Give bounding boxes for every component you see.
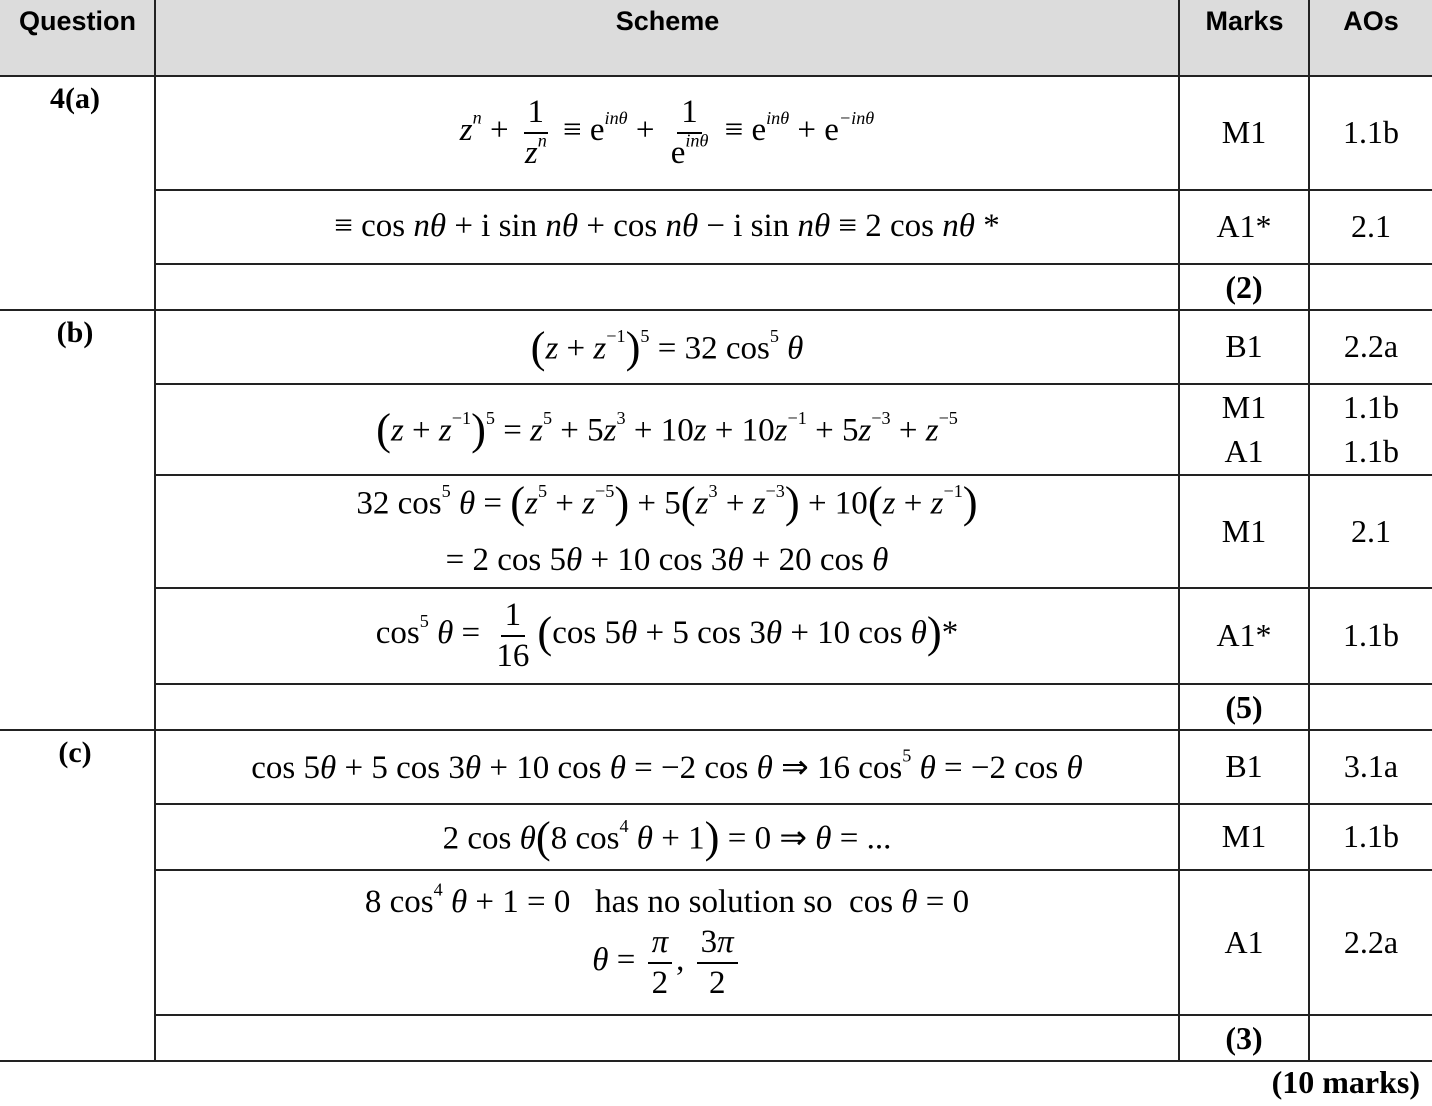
ao-a2: 2.1: [1351, 208, 1391, 244]
question-label-b: (b): [56, 316, 94, 349]
subtotal-a: (2): [1225, 268, 1263, 305]
header-scheme: Scheme: [156, 0, 1179, 76]
equation-c3: 8 $\cos^4 \theta + 1 = 0$ has no solution so cos θ = 0 θ = $\frac{\pi}{2}$ , $\frac{3\pi}{2}$: [364, 879, 970, 1001]
ao-b4: 1.1b: [1343, 617, 1399, 653]
marks-c3: A1: [1224, 923, 1264, 960]
marks-b2-first: M1: [1221, 389, 1267, 425]
marks-c1: B1: [1225, 748, 1263, 784]
header-aos: AOs: [1310, 0, 1432, 76]
marks-b3: M1: [1221, 512, 1267, 549]
ao-a1: 1.1b: [1343, 114, 1399, 150]
ao-b2-first: 1.1b: [1343, 389, 1399, 425]
marks-b4: A1*: [1216, 617, 1272, 653]
header-marks: Marks: [1180, 0, 1309, 76]
equation-b2: $(z + z^{-1})^5 = z^5 + 5z^3 + 10z + 10z^{-1} + 5z^{-3} + z^{-5}$: [376, 404, 958, 454]
question-label-4a: 4(a): [50, 82, 100, 115]
marks-b2: [1180, 384, 1308, 474]
ao-b2-second: 1.1b: [1343, 433, 1399, 469]
marks-c2: M1: [1221, 818, 1267, 854]
subtotal-c: (3): [1225, 1019, 1263, 1056]
total-marks: (10 marks): [1271, 1064, 1420, 1100]
marks-b2-second: A1: [1224, 433, 1264, 469]
marks-a2: A1*: [1216, 208, 1272, 244]
equation-c1: cos 5θ + 5 cos 3θ + 10 cos θ = −2 cos θ ⇒ 16 $\cos^5 \theta = -2$ cos θ: [251, 745, 1083, 786]
ao-b3: 2.1: [1351, 512, 1391, 549]
equation-b4: $\cos^5 \theta$ = $\frac{1}{16}$ (cos 5θ + 5 cos 3θ + 10 cos θ)*: [375, 596, 959, 674]
ao-c2: 1.1b: [1343, 818, 1399, 854]
ao-c3: 2.2a: [1343, 923, 1399, 960]
equation-b1: $(z + z^{-1})^5 = 32$ $\cos^5 \theta$: [530, 321, 804, 372]
equation-c2: 2 cos θ(8 $\cos^4 \theta + 1) = 0$ ⇒ θ = ...: [442, 811, 892, 862]
ao-b2: [1310, 384, 1432, 474]
equation-a2: ≡ cos nθ + i sin nθ + cos nθ − i sin nθ ≡ 2 cos nθ *: [334, 208, 1000, 244]
ao-c1: 3.1a: [1343, 748, 1399, 784]
marks-a1: M1: [1221, 114, 1267, 150]
header-question: Question: [0, 0, 155, 76]
equation-b3: 32 $\cos^5 \theta = (z^5 + z^{-5}) + 5(z^3 + z^{-3}) + 10(z + z^{-1})$ = 2 cos 5θ + 10 cos 3θ + 20 cos θ: [356, 477, 978, 578]
subtotal-b: (5): [1225, 688, 1263, 725]
ao-b1: 2.2a: [1343, 328, 1399, 364]
marks-b1: B1: [1225, 328, 1263, 364]
question-label-c: (c): [58, 736, 92, 769]
equation-a1: $z^n$ + $\frac{1}{z^n}$ ≡ $e^{in\theta}$ + $\frac{1}{e^{in\theta}}$ ≡ $e^{in\theta} + e^{-in\theta}$: [459, 93, 875, 171]
